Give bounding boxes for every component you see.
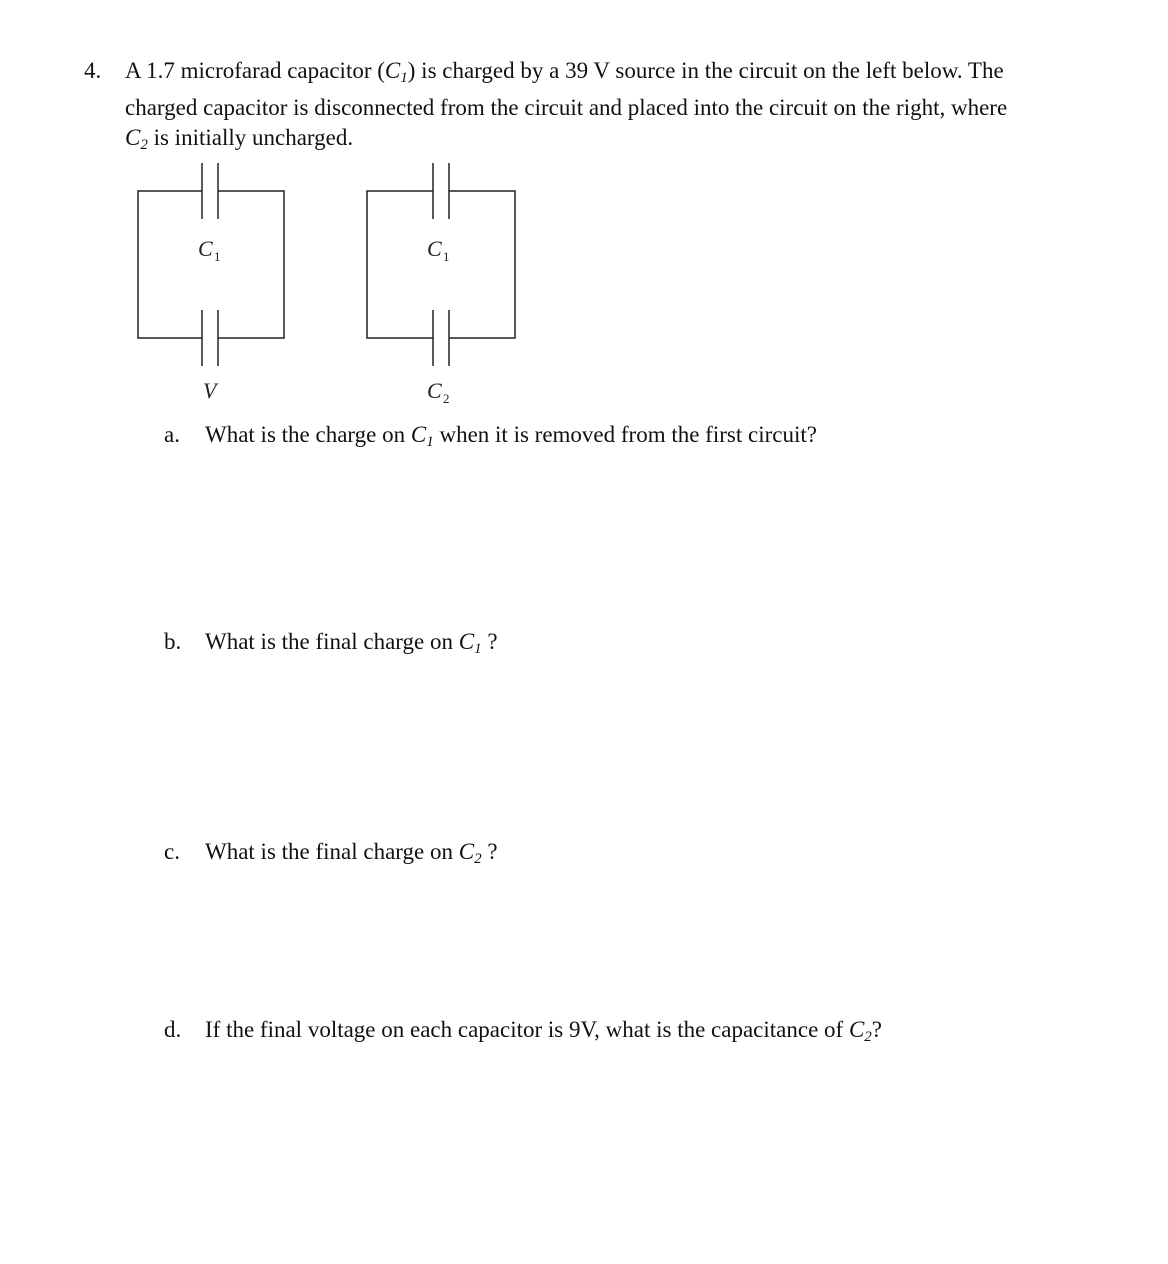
circuit-diagrams xyxy=(130,155,530,410)
part-c-question: What is the final charge on $C_2$ ? xyxy=(205,839,498,867)
stem-line-3: $C_2$ is initially uncharged. xyxy=(125,125,354,153)
question-number: 4. xyxy=(84,58,102,83)
right-bottom-label: C xyxy=(427,378,442,403)
part-d-question: If the final voltage on each capacitor is 9V, what is the capacitance of $C_2$? xyxy=(205,1017,883,1045)
right-circuit xyxy=(367,163,515,366)
question-stem xyxy=(125,56,1085,160)
left-bottom-label: V xyxy=(203,378,217,403)
left-top-label: C xyxy=(198,236,213,261)
right-top-subscript: 1 xyxy=(443,249,450,264)
part-c-letter: c. xyxy=(164,839,180,864)
right-top-label: C xyxy=(427,236,442,261)
part-a-question: What is the charge on $C_1$ when it is removed from the first circuit? xyxy=(205,422,817,450)
part-d-letter: d. xyxy=(164,1017,182,1042)
stem-line-1: A 1.7 microfarad capacitor $(C_1)$ is charged by a 39 V source in the circuit on the left below. The xyxy=(125,58,1004,86)
left-top-subscript: 1 xyxy=(214,249,221,264)
left-circuit xyxy=(138,163,284,366)
part-a-letter: a. xyxy=(164,422,180,447)
stem-line-2: charged capacitor is disconnected from the circuit and placed into the circuit on the right, where xyxy=(125,95,1008,120)
part-b-letter: b. xyxy=(164,629,182,654)
part-b-question: What is the final charge on $C_1$ ? xyxy=(205,629,498,657)
right-bottom-subscript: 2 xyxy=(443,391,450,406)
